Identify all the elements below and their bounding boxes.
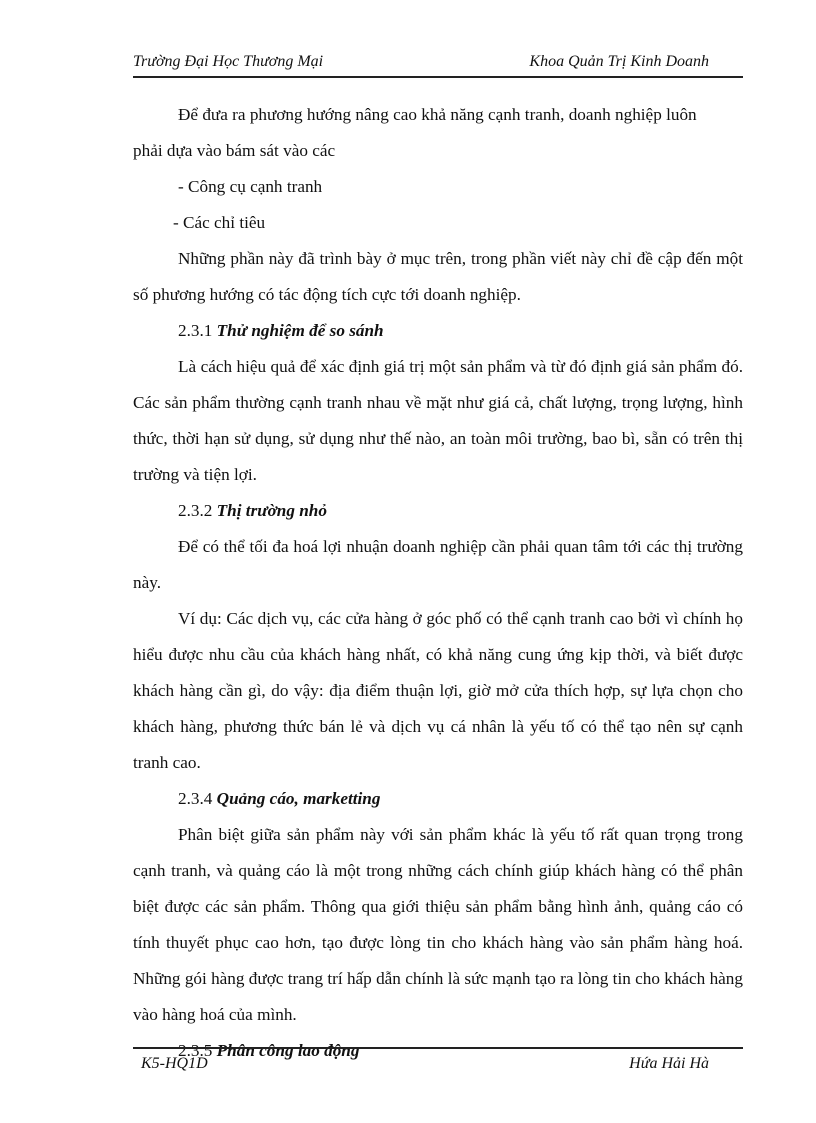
footer-class: K5-HQ1D: [141, 1055, 208, 1072]
paragraph-2-3-2-a: Để có thể tối đa hoá lợi nhuận doanh nghiệp cần phải quan tâm tới các thị trường này.: [133, 537, 743, 592]
paragraph-overview: Những phần này đã trình bày ở mục trên, trong phần viết này chỉ đề cập đến một số phương hướng có tác động tích cực tới doanh nghiệp.: [133, 249, 743, 304]
section-number: 2.3.4: [178, 789, 213, 808]
section-heading-2-3-1: [133, 313, 743, 349]
bullet-competition-tools: - Công cụ cạnh tranh: [178, 177, 323, 196]
bullet-indicators: - Các chỉ tiêu: [173, 213, 266, 232]
paragraph-2-3-4: Phân biệt giữa sản phẩm này với sản phẩm khác là yếu tố rất quan trọng trong cạnh tranh, và quảng cáo là một trong những cách chính giúp khách hàng có thể phân biệt được các sản phẩm. Thông qua giới thiệu sản phẩm bằng hình ảnh, quảng cáo có tính thuyết phục cao hơn, tạo được lòng tin cho khách hàng vào sản phẩm hàng hoá. Những gói hàng được trang trí hấp dẫn chính là sức mạnh tạo ra lòng tin cho khách hàng vào hàng hoá của mình.: [133, 825, 743, 1024]
page-header: [133, 50, 743, 78]
paragraph-2-3-1: Là cách hiệu quả để xác định giá trị một sản phẩm và từ đó định giá sản phẩm đó. Các sản phẩm thường cạnh tranh nhau về mặt như giá cả, chất lượng, trọng lượng, hình thức, thời hạn sử dụng, sử dụng như thế nào, an toàn môi trường, bao bì, sẵn có trên thị trường và tiện lợi.: [133, 357, 743, 484]
section-title: Phân công lao động: [216, 1041, 360, 1060]
section-title: Thử nghiệm để so sánh: [216, 321, 384, 340]
section-title: Thị trường nhỏ: [216, 501, 327, 520]
section-number: 2.3.1: [178, 321, 213, 340]
section-heading-2-3-4: [133, 781, 743, 817]
section-title: Quảng cáo, marketting: [216, 789, 381, 808]
footer-author: Hứa Hải Hà: [629, 1055, 709, 1072]
intro-line-1: Để đưa ra phương hướng nâng cao khả năng cạnh tranh, doanh nghiệp luôn: [178, 105, 697, 124]
section-heading-2-3-2: [133, 493, 743, 529]
document-body: [133, 97, 743, 1069]
page-footer: [133, 1047, 743, 1077]
section-number: 2.3.5: [178, 1041, 213, 1060]
paragraph-2-3-2-b: Ví dụ: Các dịch vụ, các cửa hàng ở góc phố có thể cạnh tranh cao bởi vì chính họ hiểu được nhu cầu của khách hàng nhất, có khả năng cung ứng kịp thời, và biết được khách hàng cần gì, do vậy: địa điểm thuận lợi, giờ mở cửa thích hợp, sự lựa chọn cho khách hàng, phương thức bán lẻ và dịch vụ cá nhân là yếu tố có thể tạo nên sự cạnh tranh cao.: [133, 609, 743, 772]
section-number: 2.3.2: [178, 501, 213, 520]
header-school: Trường Đại Học Thương Mại: [133, 53, 324, 70]
intro-line-2: phải dựa vào bám sát vào các: [133, 141, 336, 160]
header-faculty: Khoa Quản Trị Kinh Doanh: [529, 53, 709, 70]
